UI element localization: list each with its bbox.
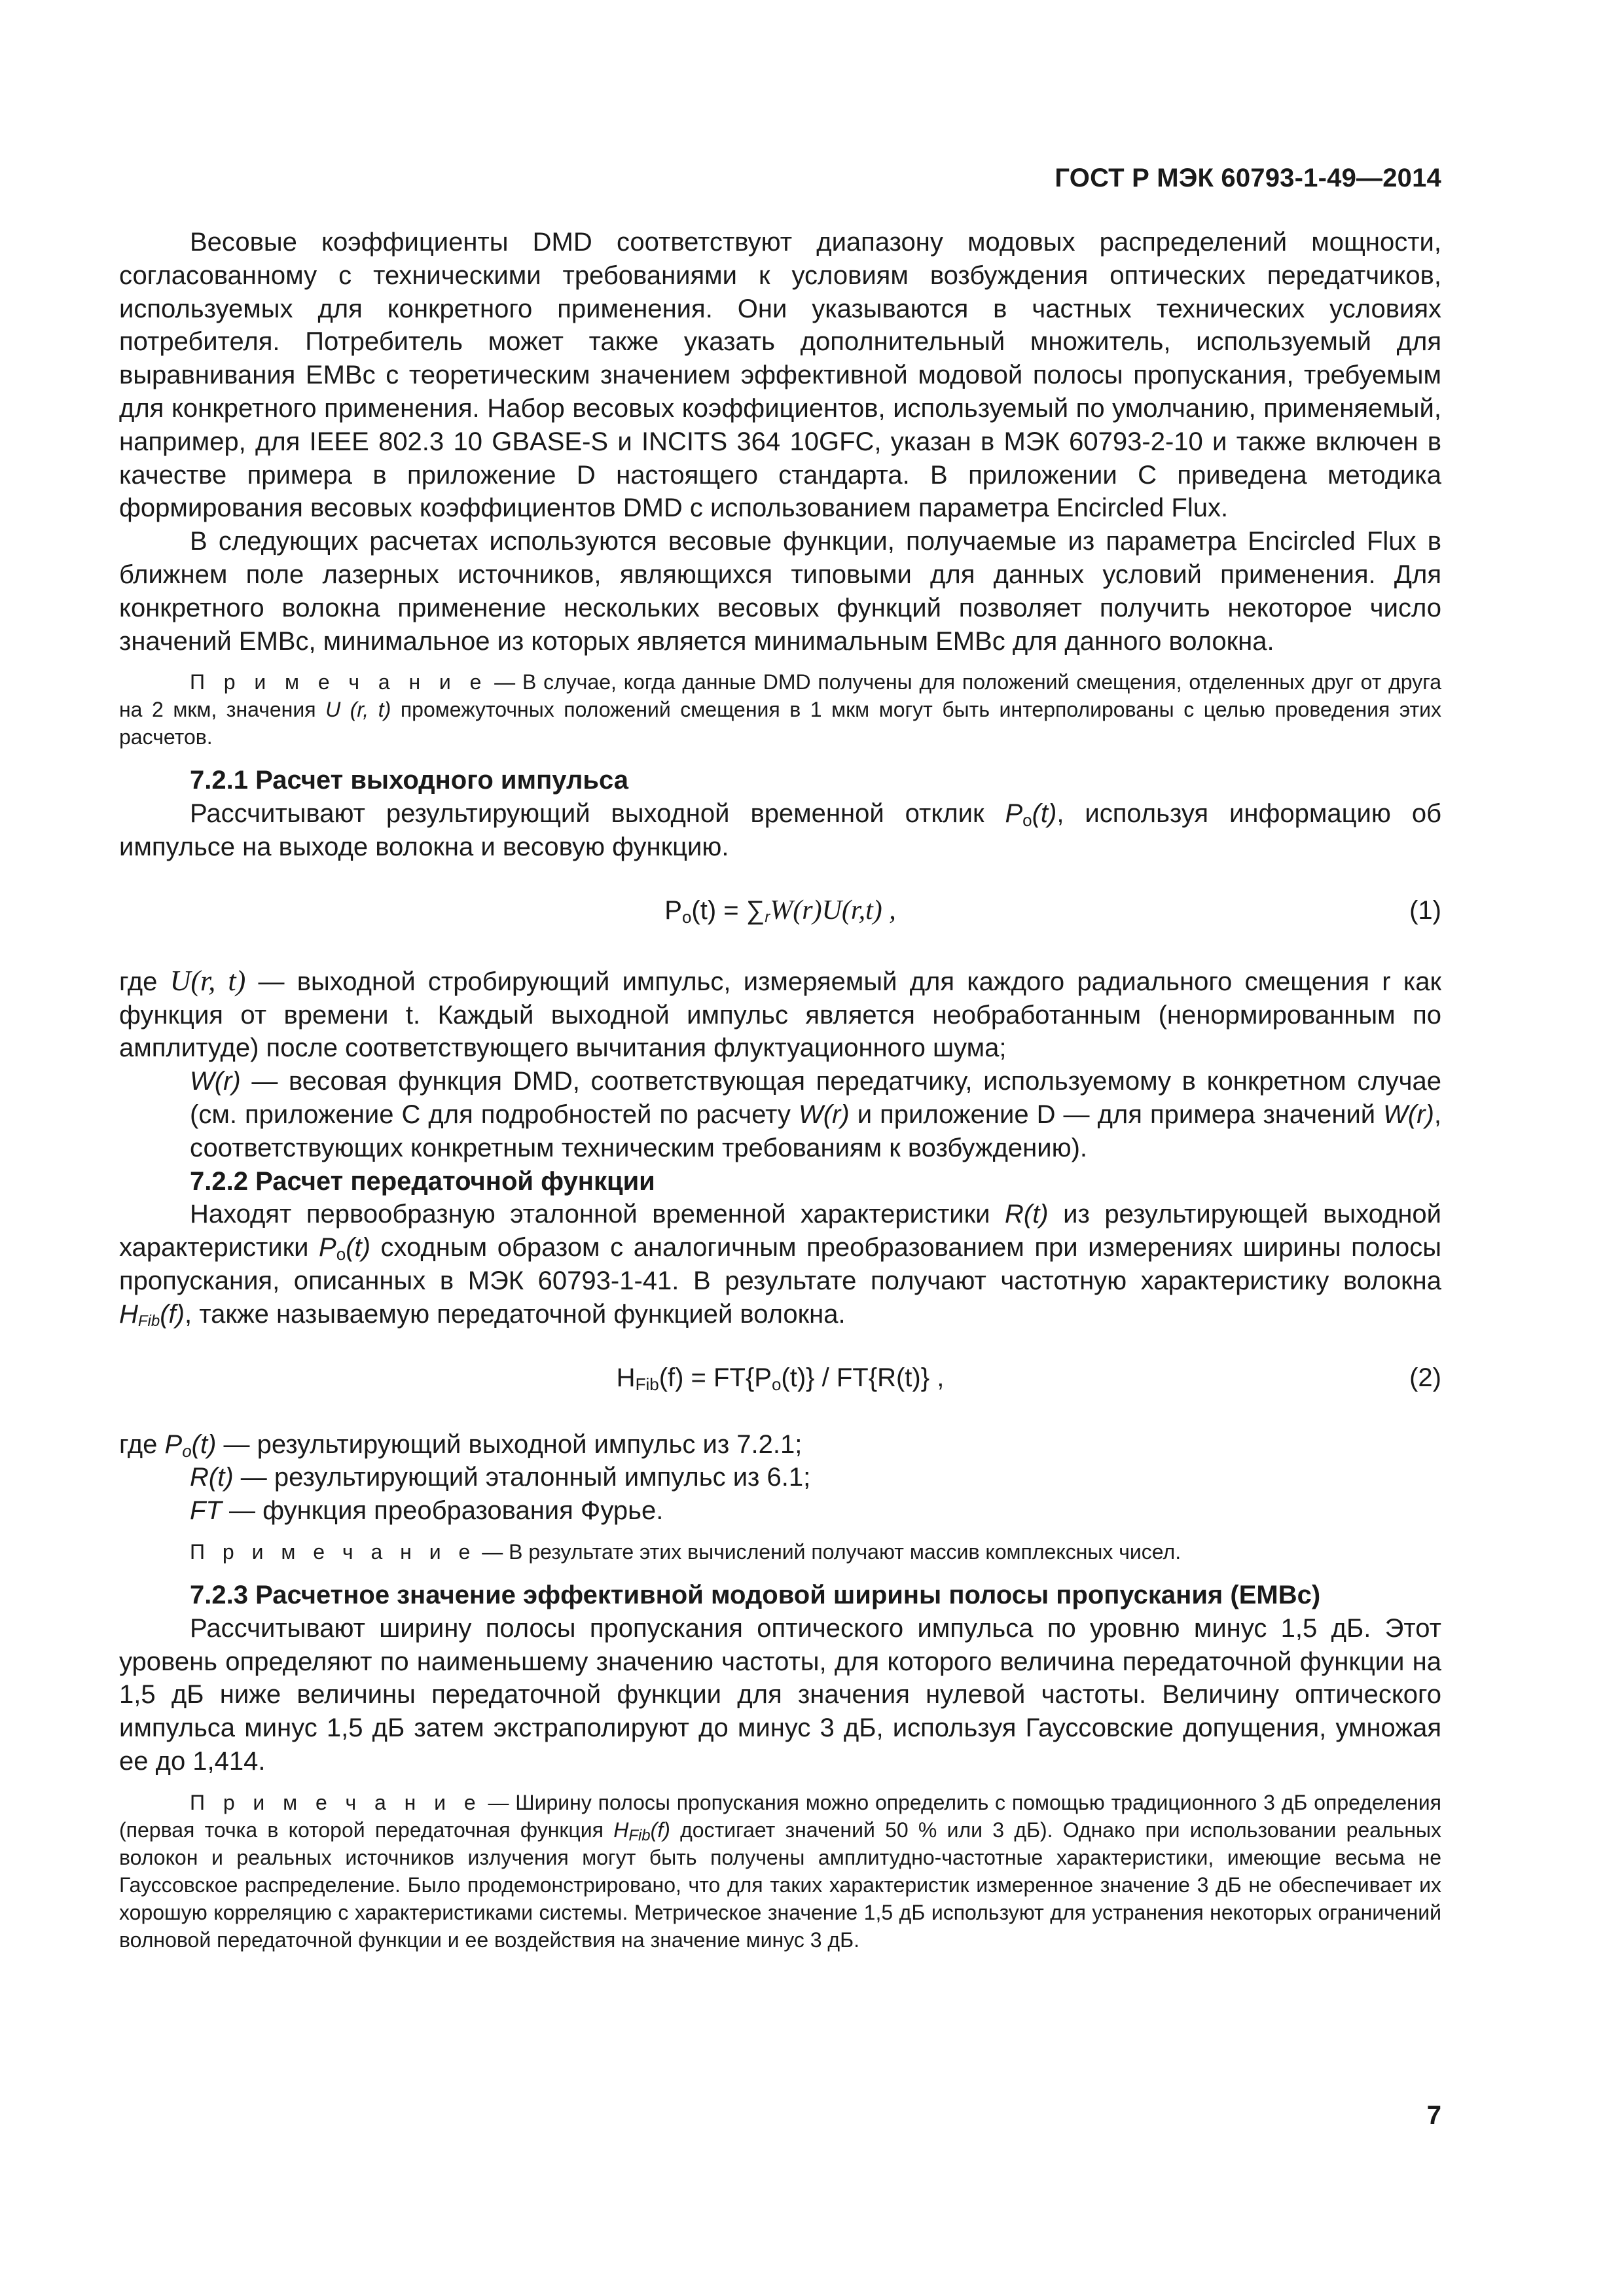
- intro-paragraph-1: Весовые коэффициенты DMD соответствуют диапазону модовых распределений мощности, согласованному с техническими требованиями к условиям возбуждения оптических передатчиков, используемых для конкретного применения. Они указываются в частных технических условиях потребителя. Потребитель может также указать дополнительный множитель, используемый для выравнивания EMBc с теоретическим значением эффективной модовой полосы пропускания, требуемым для конкретного применения. Набор весовых коэффициентов, используемый по умолчанию, применяемый, например, для IEEE 802.3 10 GBASE-S и INCITS 364 10GFC, указан в МЭК 60793-2-10 и также включен в качестве примера в приложение D настоящего стандарта. В приложении С приведена методика формирования весовых коэффициентов DMD с использованием параметра Encircled Flux.: [119, 228, 1441, 523]
- note-1: П р и м е ч а н и е — В случае, когда данные DMD получены для положений смещения, отделенных друг от друга на 2 мкм, значения U (r, t) промежуточных положений смещения в 1 мкм могут быть интерполированы с целью проведения этих расчетов.: [119, 670, 1442, 749]
- definition-w: W(r) — весовая функция DMD, соответствующая передатчику, используемому в конкретном случае (см. приложение С для подробностей по расчету W(r) и приложение D — для примера значений W(r), соответствующих конкретным техническим требованиям к возбуждению).: [190, 1067, 1442, 1162]
- formula-2-number: (2): [1409, 1363, 1441, 1392]
- formula-1-definitions: [119, 965, 1441, 1165]
- note-label: П р и м е ч а н и е: [190, 1790, 482, 1814]
- definition-ft: FT — функция преобразования Фурье.: [190, 1496, 664, 1526]
- note-3: П р и м е ч а н и е — Ширину полосы пропускания можно определить с помощью традиционного 3 дБ определения (первая точка в которой передаточная функция $H_{Fib}(f)$ достигает значений 50 % или 3 дБ). Однако при использовании реальных волокон и реальных источников излучения могут быть получены амплитудно-частотные характеристики, имеющие весьма не Гауссовское распределение. Было продемонстрировано, что для таких характеристик измеренное значение 3 дБ не обеспечивает их хорошую корреляцию с характеристиками системы. Метрическое значение 1,5 дБ используют для устранения некоторых ограничений волновой передаточной функции и ее воздействия на значение минус 3 дБ.: [119, 1790, 1442, 1952]
- section-7-2-1-paragraph: Рассчитывают результирующий выходной временной отклик $P_o(t)$, используя информацию об импульсе на выходе волокна и весовую функцию.: [119, 799, 1441, 861]
- definition-u: где U(r, t) — выходной стробирующий импульс, измеряемый для каждого радиального смещения r как функция от времени t. Каждый выходной импульс является необработанным (ненормированным по амплитуде) после соответствующего вычитания флуктуационного шума;: [119, 964, 1441, 1063]
- document-header: ГОСТ Р МЭК 60793-1-49—2014: [1055, 164, 1441, 192]
- section-7-2-3-paragraph: Рассчитывают ширину полосы пропускания оптического импульса по уровню минус 1,5 дБ. Этот уровень определяют по наименьшему значению частоты, для которого величина передаточной функции на 1,5 дБ ниже величины передаточной функции для значения нулевой частоты. Величину оптического импульса минус 1,5 дБ затем экстраполируют до минус 3 дБ, используя Гауссовские допущения, умножая ее до 1,414.: [119, 1613, 1441, 1776]
- definition-po: где $P_o(t)$ — результирующий выходной импульс из 7.2.1;: [119, 1429, 803, 1461]
- section-7-2-2-paragraph: Находят первообразную эталонной временной характеристики R(t) из результирующей выходной характеристики $P_o(t)$ сходным образом с аналогичным преобразованием при измерениях ширины полосы пропускания, описанных в МЭК 60793-1-41. В результате получают частотную характеристику волокна $H_{Fib}(f)$, также называемую передаточной функцией волокна.: [119, 1200, 1442, 1330]
- formula-1-number: (1): [1409, 895, 1441, 925]
- section-7-2-2-title: 7.2.2 Расчет передаточной функции: [190, 1166, 655, 1196]
- note-label: П р и м е ч а н и е: [190, 670, 488, 694]
- note-label: П р и м е ч а н и е: [190, 1539, 477, 1564]
- page-number: 7: [1426, 2101, 1441, 2130]
- definition-rt: R(t) — результирующий эталонный импульс из 6.1;: [190, 1463, 811, 1492]
- formula-1: [119, 873, 1441, 950]
- note-2: П р и м е ч а н и е — В результате этих вычислений получают массив комплексных чисел.: [190, 1539, 1182, 1564]
- document-body: [119, 226, 1441, 1967]
- formula-2-definitions: [119, 1428, 1441, 1528]
- formula-1-expression: $P_o(t) = \sum_rW(r)U(r,t)$ ,: [664, 895, 896, 927]
- intro-paragraph-2: В следующих расчетах используются весовые функции, получаемые из параметра Encircled Flux в ближнем поле лазерных источников, являющихся типовыми для данных условий применения. Для конкретного волокна применение нескольких весовых функций позволяет получить некоторое число значений EMBc, минимальное из которых является минимальным EMBc для данного волокна.: [119, 527, 1441, 656]
- document-page: [119, 0, 1441, 2296]
- formula-2: [119, 1340, 1441, 1418]
- section-7-2-1-title: 7.2.1 Расчет выходного импульса: [190, 766, 628, 795]
- formula-2-expression: $H_{Fib}(f) = FT\{P_o(t)\} / FT\{R(t)\}$ ,: [616, 1363, 945, 1394]
- section-7-2-3-title: 7.2.3 Расчетное значение эффективной модовой ширины полосы пропускания (EMBc): [190, 1580, 1321, 1609]
